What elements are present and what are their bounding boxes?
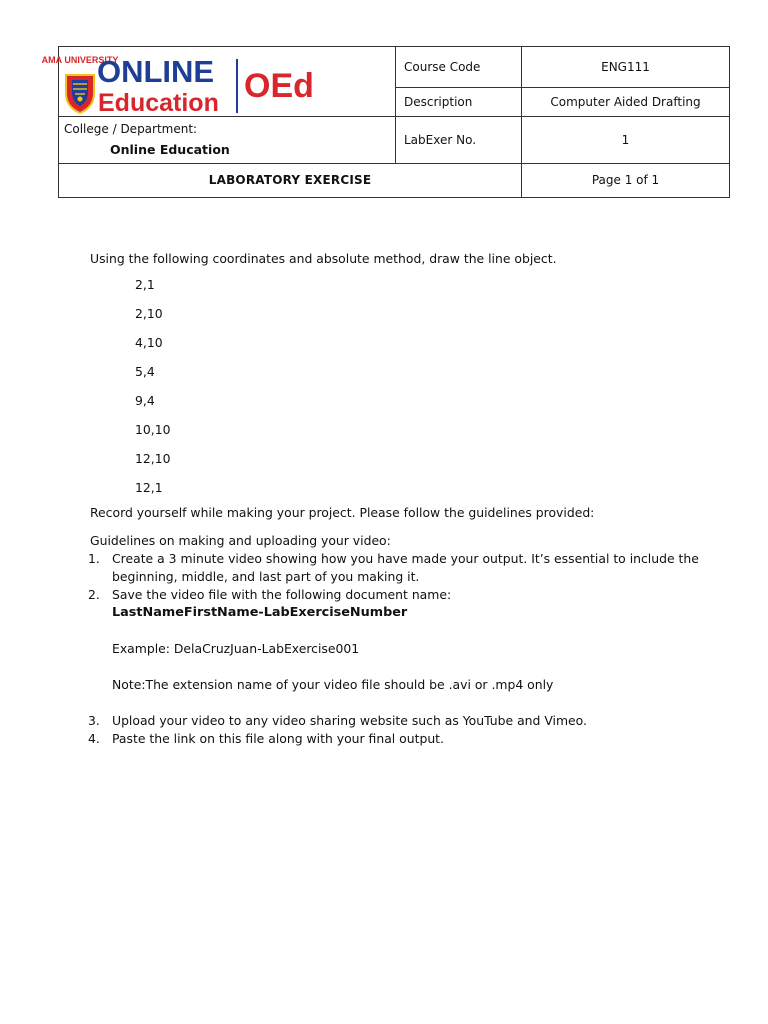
guideline-number: 3. bbox=[88, 713, 100, 728]
coordinate-item: 2,10 bbox=[135, 306, 163, 321]
guideline-item-1 bbox=[90, 550, 710, 586]
brand-short-text: OEd bbox=[244, 67, 314, 105]
page-info: Page 1 of 1 bbox=[522, 163, 730, 197]
coordinate-item: 10,10 bbox=[135, 422, 171, 437]
college-label: College / Department: bbox=[64, 122, 198, 137]
guideline-item-2 bbox=[90, 586, 710, 694]
guidelines-heading: Guidelines on making and uploading your video: bbox=[90, 533, 391, 548]
coordinate-item: 5,4 bbox=[135, 364, 155, 379]
guideline-number: 1. bbox=[88, 551, 100, 566]
document-name-format: LastNameFirstName-LabExerciseNumber bbox=[112, 605, 408, 620]
coordinate-item: 12,10 bbox=[135, 451, 171, 466]
labexer-label: LabExer No. bbox=[396, 117, 522, 163]
guideline-text: Save the video file with the following document name: bbox=[112, 587, 452, 602]
brand-line1-text: ONLINE bbox=[97, 54, 215, 89]
header-table bbox=[41, 46, 730, 198]
course-code-label: Course Code bbox=[396, 47, 522, 88]
coordinate-item: 4,10 bbox=[135, 335, 163, 350]
guideline-number: 4. bbox=[88, 731, 100, 746]
college-value: Online Education bbox=[110, 142, 230, 158]
page-title: LABORATORY EXERCISE bbox=[59, 163, 522, 197]
coordinate-item: 9,4 bbox=[135, 393, 155, 408]
guideline-number: 2. bbox=[88, 587, 100, 602]
college-department-cell bbox=[59, 117, 396, 163]
description-label: Description bbox=[396, 88, 522, 117]
course-code-value: ENG111 bbox=[522, 47, 730, 88]
guideline-item-4 bbox=[90, 730, 710, 748]
guideline-text: Create a 3 minute video showing how you have made your output. It’s essential to include the beginning, middle, and last part of you making it. bbox=[112, 551, 699, 584]
note-text: Note:The extension name of your video file should be .avi or .mp4 only bbox=[112, 677, 554, 692]
logo-cell bbox=[41, 47, 396, 117]
brand-line2-text: Education bbox=[98, 89, 219, 117]
exercise-content bbox=[90, 250, 710, 748]
coordinate-list bbox=[90, 270, 710, 502]
labexer-value: 1 bbox=[522, 117, 730, 163]
coordinate-item: 2,1 bbox=[135, 277, 155, 292]
guidelines-list bbox=[90, 550, 710, 748]
logo-graphic bbox=[41, 53, 323, 117]
coordinate-item: 12,1 bbox=[135, 480, 163, 495]
example-text: Example: DelaCruzJuan-LabExercise001 bbox=[112, 641, 360, 656]
description-value: Computer Aided Drafting bbox=[522, 88, 730, 117]
ama-mark-text: AMA UNIVERSITY bbox=[41, 55, 119, 65]
record-instruction: Record yourself while making your project. Please follow the guidelines provided: bbox=[90, 505, 595, 520]
intro-text: Using the following coordinates and absolute method, draw the line object. bbox=[90, 251, 557, 266]
guideline-text: Upload your video to any video sharing website such as YouTube and Vimeo. bbox=[112, 713, 587, 728]
online-education-logo bbox=[41, 53, 323, 117]
guideline-item-3 bbox=[90, 712, 710, 730]
guideline-text: Paste the link on this file along with your final output. bbox=[112, 731, 444, 746]
